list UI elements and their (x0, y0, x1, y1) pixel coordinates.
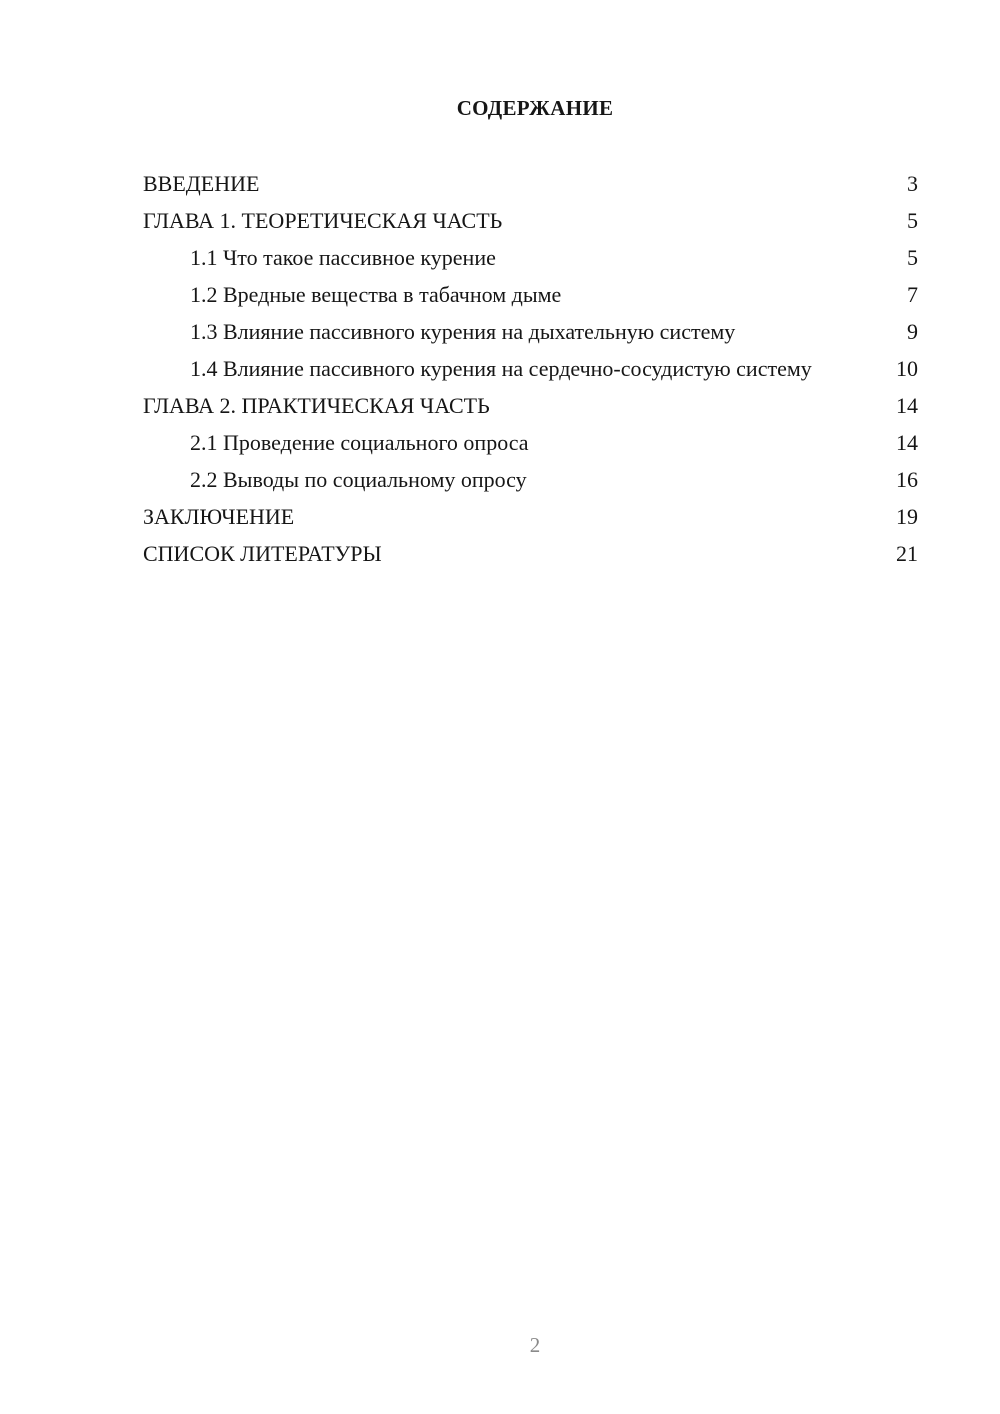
toc-entry-label: 2.1 Проведение социального опроса (190, 430, 529, 455)
toc-entry-page: 10 (896, 356, 918, 381)
toc-entry-page: 14 (896, 393, 918, 418)
toc-entry-label: ГЛАВА 2. ПРАКТИЧЕСКАЯ ЧАСТЬ (143, 393, 490, 418)
toc-entry-label: 1.4 Влияние пассивного курения на сердечно-сосудистую систему (190, 356, 812, 381)
toc-entry-page: 5 (907, 208, 918, 233)
toc-entry-section-2-1[interactable] (143, 429, 918, 456)
toc-entry-introduction[interactable] (143, 170, 918, 197)
toc-entry-page: 16 (896, 467, 918, 492)
toc-entry-page: 19 (896, 504, 918, 529)
toc-entry-section-1-3[interactable] (143, 318, 918, 345)
toc-entry-page: 7 (907, 282, 918, 307)
page-title: СОДЕРЖАНИЕ (456, 96, 614, 120)
toc-entry-label: 1.2 Вредные вещества в табачном дыме (190, 282, 562, 307)
toc-entry-section-1-1[interactable] (143, 244, 918, 271)
toc-entry-section-1-2[interactable] (143, 281, 918, 308)
toc-entry-label: 2.2 Выводы по социальному опросу (190, 467, 527, 492)
toc-entry-conclusion[interactable] (143, 503, 918, 530)
toc-entry-label: СПИСОК ЛИТЕРАТУРЫ (143, 541, 382, 566)
toc-entry-label: ЗАКЛЮЧЕНИЕ (143, 504, 295, 529)
toc-entry-page: 14 (896, 430, 918, 455)
page-number: 2 (529, 1333, 541, 1357)
toc-entry-page: 3 (907, 171, 918, 196)
toc-entry-label: 1.3 Влияние пассивного курения на дыхательную систему (190, 319, 736, 344)
toc-entry-label: ВВЕДЕНИЕ (143, 171, 260, 196)
toc-entry-page: 21 (896, 541, 918, 566)
toc-entry-section-2-2[interactable] (143, 466, 918, 493)
toc-entry-chapter-1[interactable] (143, 207, 918, 234)
toc-entry-label: 1.1 Что такое пассивное курение (190, 245, 496, 270)
toc-entry-section-1-4[interactable] (143, 355, 918, 382)
toc-entry-page: 9 (907, 319, 918, 344)
table-of-contents (143, 170, 918, 577)
toc-entry-page: 5 (907, 245, 918, 270)
toc-entry-label: ГЛАВА 1. ТЕОРЕТИЧЕСКАЯ ЧАСТЬ (143, 208, 503, 233)
toc-entry-references[interactable] (143, 540, 918, 567)
toc-entry-chapter-2[interactable] (143, 392, 918, 419)
